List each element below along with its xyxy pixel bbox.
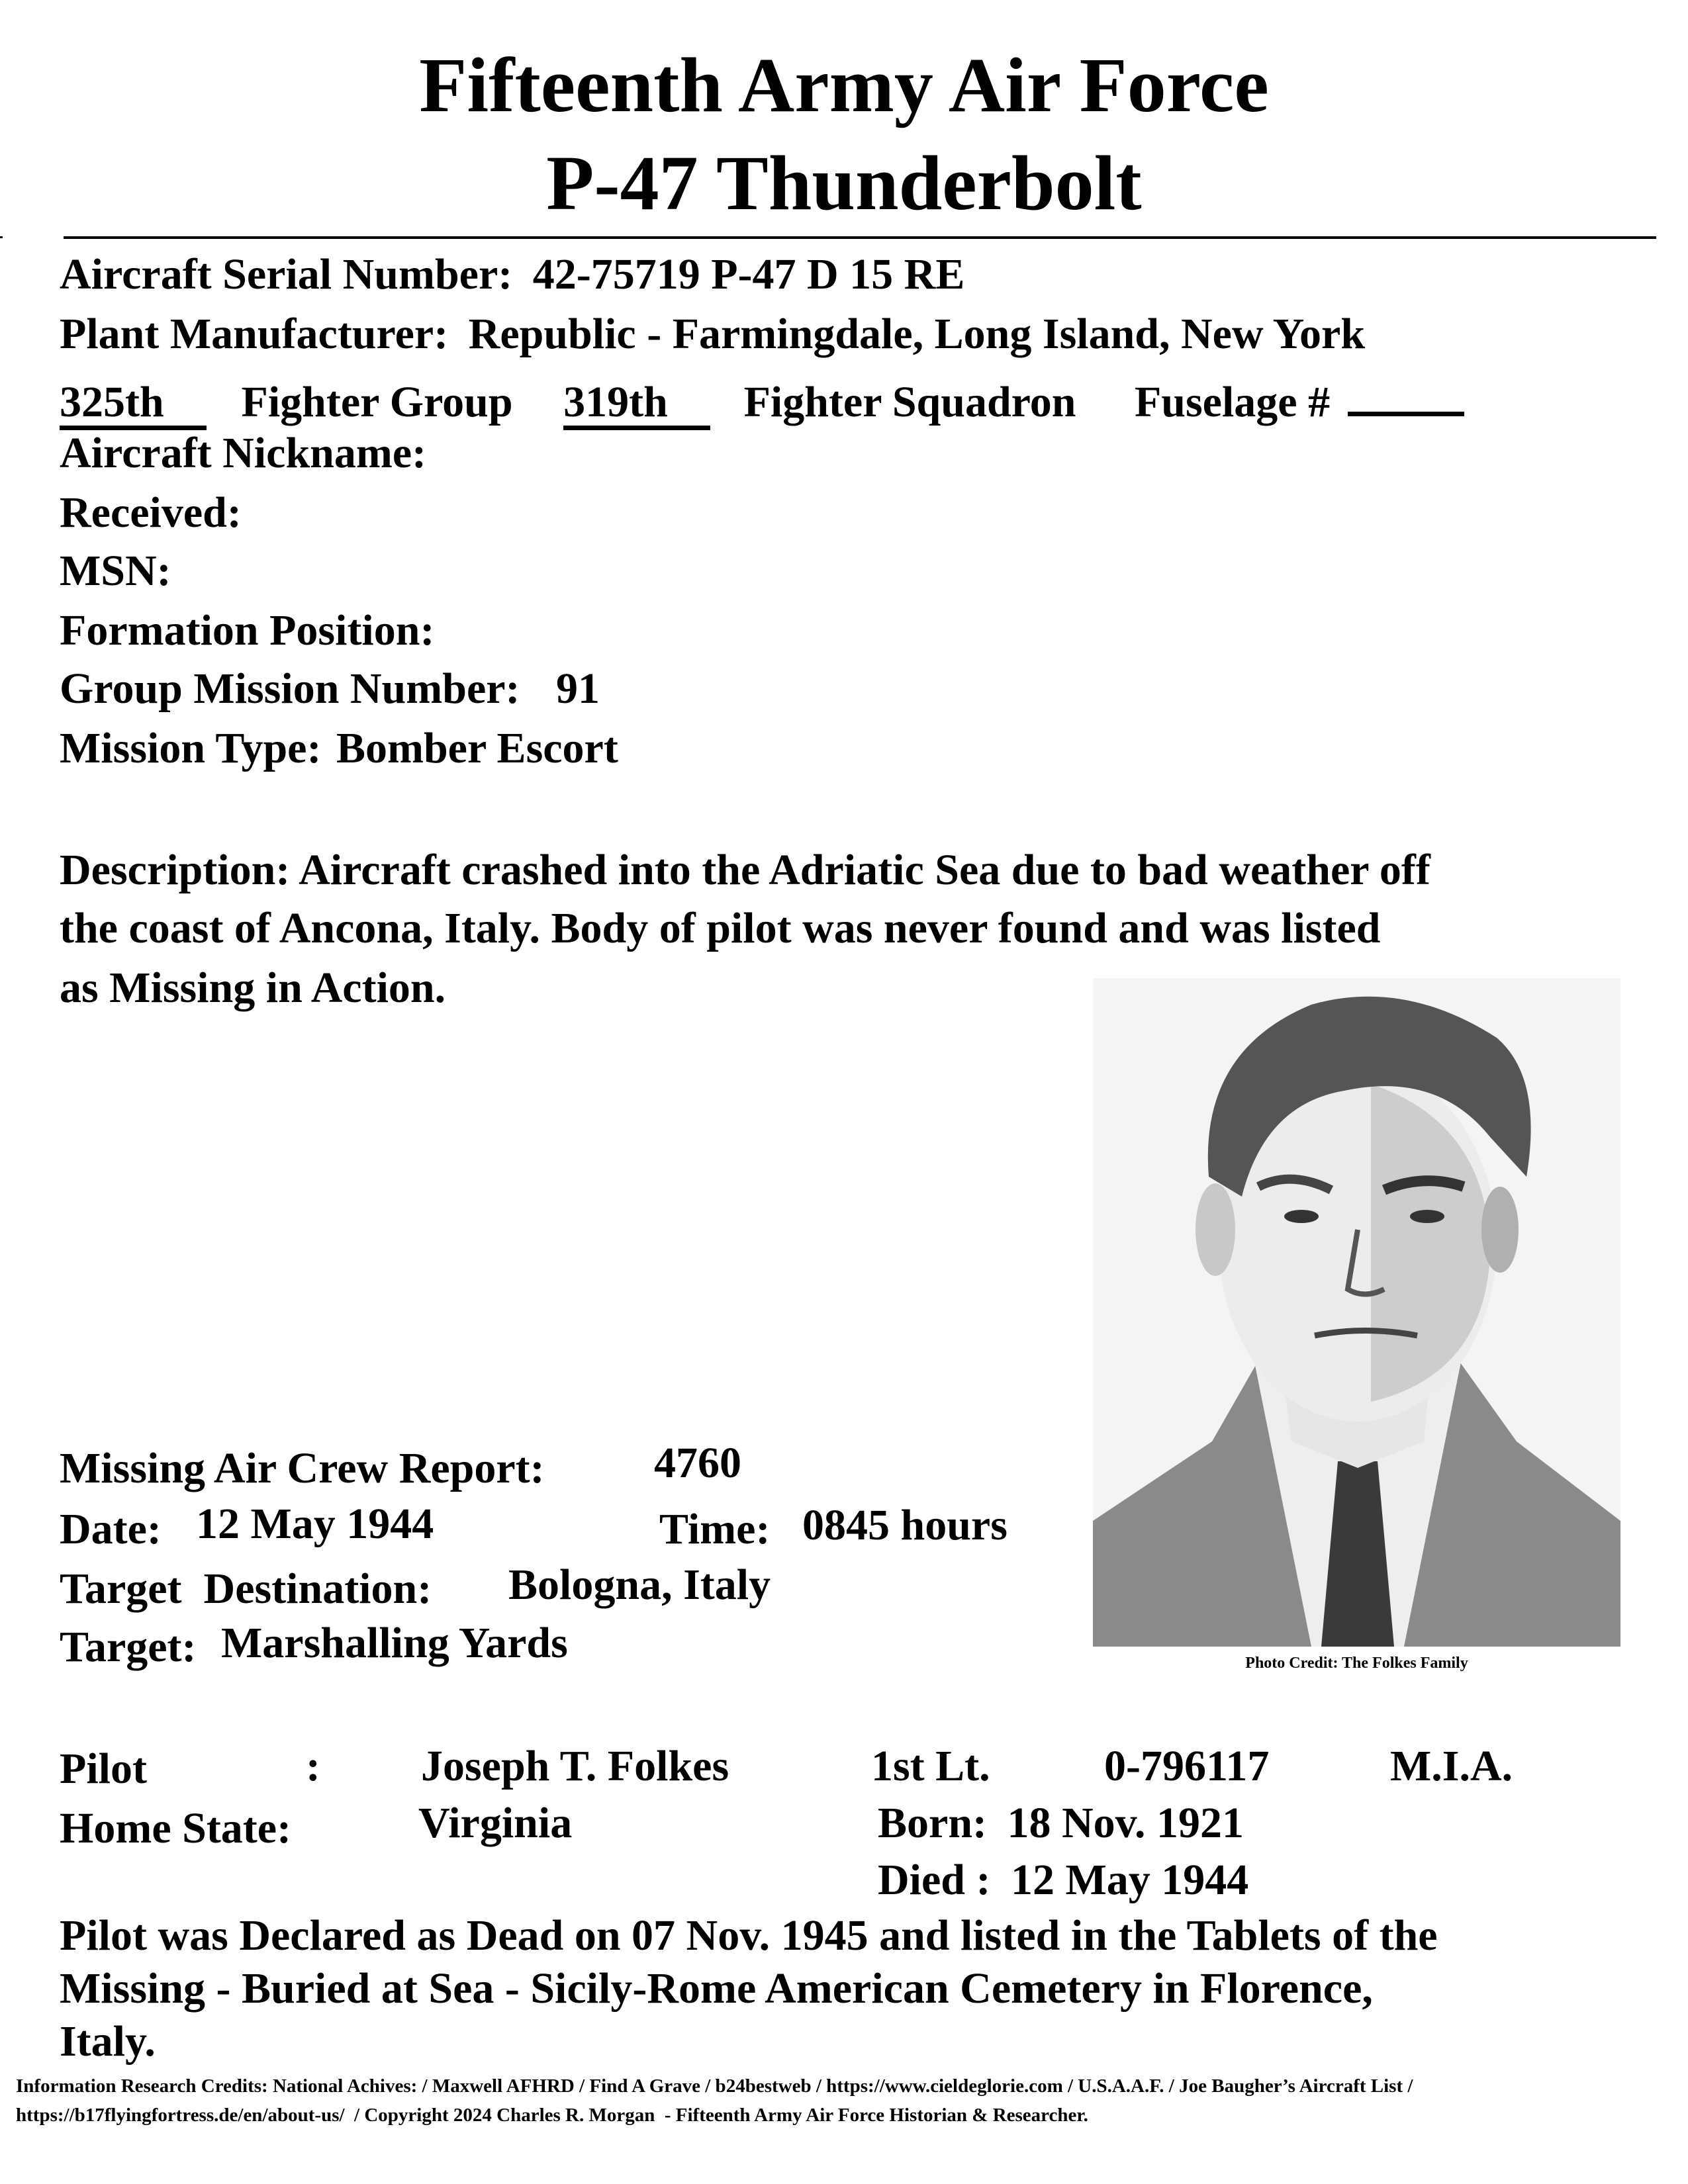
pilot-status: M.I.A. (1390, 1742, 1513, 1790)
born-value: 18 Nov. 1921 (1007, 1799, 1244, 1847)
header-divider (64, 236, 1656, 239)
pilot-name: Joseph T. Folkes (421, 1742, 729, 1790)
description-text-1: Aircraft crashed into the Adriatic Sea due to bad weather off (299, 846, 1430, 894)
died-value: 12 May 1944 (1010, 1856, 1249, 1904)
received-label: Received: (60, 488, 242, 537)
serial-value: 42-75719 P-47 D 15 RE (532, 250, 965, 298)
born-row (878, 1801, 1244, 1845)
fighter-group-value: 325th (60, 381, 207, 430)
serial-row (60, 250, 965, 298)
description-label: Description: (60, 846, 291, 894)
macr-label: Missing Air Crew Report: (60, 1444, 545, 1492)
mission-type-value: Bomber Escort (336, 724, 618, 772)
fuselage-label: Fuselage # (1134, 378, 1331, 426)
photo-credit: Photo Credit: The Folkes Family (1245, 1655, 1468, 1672)
fighter-squadron-label: Fighter Squadron (743, 378, 1076, 426)
home-state-label: Home State: (60, 1804, 292, 1852)
notes-line-1: Pilot was Declared as Dead on 07 Nov. 1945 and listed in the Tablets of the (60, 1911, 1438, 1960)
manufacturer-label: Plant Manufacturer: (60, 310, 449, 358)
pilot-rank: 1st Lt. (871, 1742, 990, 1790)
home-state-value: Virginia (418, 1799, 573, 1847)
description-line-1 (60, 848, 1430, 892)
target-value: Marshalling Yards (221, 1619, 568, 1667)
pilot-label: Pilot (60, 1745, 147, 1793)
page-subtitle: P-47 Thunderbolt (546, 140, 1142, 226)
destination-value: Bologna, Italy (508, 1561, 771, 1609)
macr-value: 4760 (654, 1439, 741, 1487)
description-text-3: as Missing in Action. (60, 964, 446, 1012)
mission-type-row (60, 724, 618, 772)
notes-line-3: Italy. (60, 2017, 156, 2066)
group-mission-value: 91 (556, 664, 600, 713)
born-label: Born: (878, 1799, 987, 1847)
group-mission-label: Group Mission Number: (60, 664, 520, 713)
group-mission-row (60, 664, 600, 713)
footer-credits-line-2: https://b17flyingfortress.de/en/about-us/ / Copyright 2024 Charles R. Morgan - Fifteenth Army Air Force Historian & Researcher. (16, 2105, 1088, 2126)
fuselage-blank (1348, 372, 1464, 416)
margin-mark (0, 236, 3, 238)
pilot-colon: : (306, 1742, 320, 1790)
fighter-group-label: Fighter Group (241, 378, 513, 426)
msn-label: MSN: (60, 547, 171, 595)
died-row (878, 1858, 1248, 1902)
target-label: Target: (60, 1623, 197, 1671)
destination-label: Target Destination: (60, 1565, 432, 1613)
manufacturer-value: Republic - Farmingdale, Long Island, New York (468, 310, 1366, 358)
pilot-photo (1093, 978, 1620, 1647)
description-text-2: the coast of Ancona, Italy. Body of pilot was never found and was listed (60, 904, 1381, 952)
manufacturer-row (60, 312, 1365, 356)
pilot-portrait-image (1093, 978, 1620, 1647)
date-value: 12 May 1944 (196, 1500, 434, 1548)
page-title: Fifteenth Army Air Force (419, 42, 1269, 128)
time-label: Time: (659, 1505, 771, 1553)
died-label: Died : (878, 1856, 991, 1904)
unit-row (60, 372, 1464, 430)
pilot-serial: 0-796117 (1104, 1742, 1270, 1790)
nickname-label: Aircraft Nickname: (60, 429, 427, 477)
notes-line-2: Missing - Buried at Sea - Sicily-Rome American Cemetery in Florence, (60, 1964, 1373, 2013)
time-value: 0845 hours (802, 1501, 1008, 1549)
serial-label: Aircraft Serial Number: (60, 250, 513, 298)
footer-credits-line-1: Information Research Credits: National Achives: / Maxwell AFHRD / Find A Grave / b24bestweb / https://www.cieldeglorie.com / U.S.A.A.F. / Joe Baugher’s Aircraft List / (16, 2075, 1413, 2097)
date-label: Date: (60, 1505, 162, 1553)
fighter-squadron-value: 319th (563, 381, 710, 430)
mission-type-label: Mission Type: (60, 724, 322, 772)
formation-label: Formation Position: (60, 606, 435, 655)
